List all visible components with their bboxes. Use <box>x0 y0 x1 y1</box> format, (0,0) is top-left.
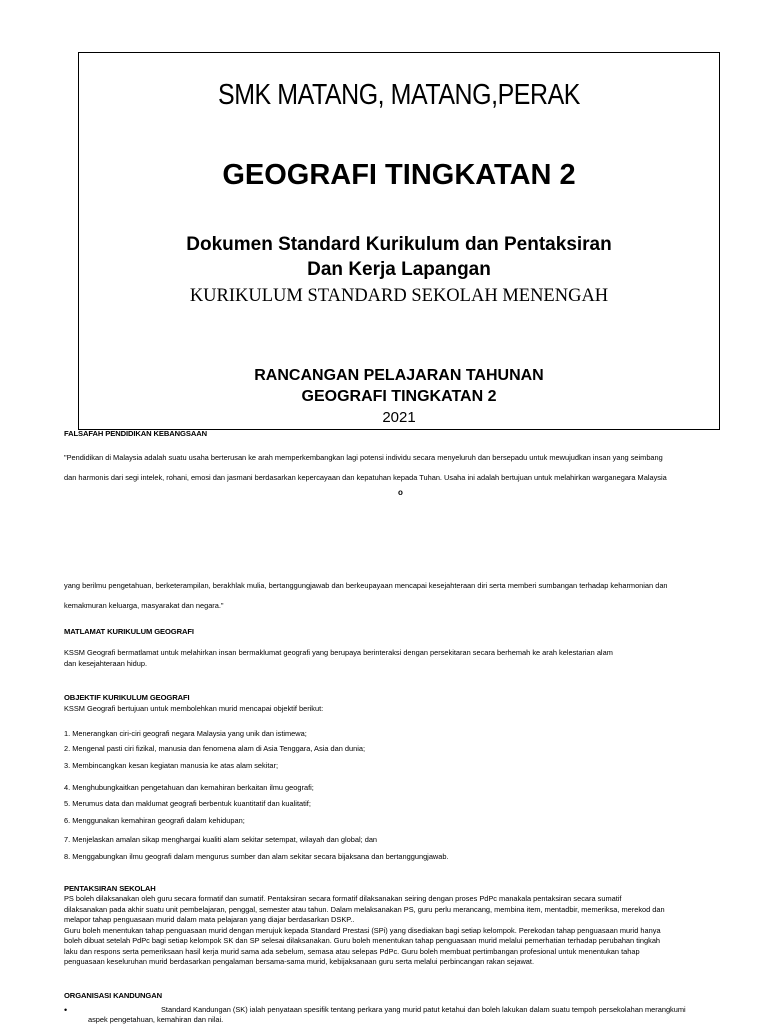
falsafah-text-top <box>64 448 740 488</box>
year: 2021 <box>382 409 416 426</box>
pentaksiran-heading: PENTAKSIRAN SEKOLAH <box>64 884 156 893</box>
objektif-item: 7. Menjelaskan amalan sikap menghargai kualiti alam sekitar setempat, wilayah dan global; dan <box>64 835 378 844</box>
objektif-intro: KSSM Geografi bertujuan untuk membolehkan murid mencapai objektif berikut: <box>64 704 324 713</box>
falsafah-line: dan harmonis dari segi intelek, rohani, emosi dan jasmani berdasarkan kepercayaan dan kepatuhan kepada Tuhan. Usaha ini adalah bertujuan untuk melahirkan warganegara Malaysia <box>64 473 667 482</box>
organisasi-line: aspek pengetahuan, kemahiran dan nilai. <box>88 1015 224 1024</box>
plan-title-line-1: RANCANGAN PELAJARAN TAHUNAN <box>254 367 544 384</box>
objektif-list <box>64 728 740 862</box>
objektif-item: 5. Merumus data dan maklumat geografi berbentuk kuantitatif dan kualitatif; <box>64 799 311 808</box>
pentaksiran-section <box>64 883 740 894</box>
bullet-icon: • <box>64 1005 68 1015</box>
subject-title: GEOGRAFI TINGKATAN 2 <box>222 159 576 191</box>
pentaksiran-line: melapor tahap penguasaan murid dalam mata pelajaran yang diajar berdasarkan DSKP.. <box>64 915 355 924</box>
pentaksiran-line: penguasaan keseluruhan murid berdasarkan pengalaman bersama-sama murid, kebijaksanaan guru serta melalui perbincangan rakan sejawat. <box>64 957 534 966</box>
objektif-item: 2. Mengenal pasti ciri fizikal, manusia dan fenomena alam di Asia Tenggara, Asia dan dunia; <box>64 744 366 753</box>
falsafah-section <box>64 428 740 439</box>
curriculum-title: KURIKULUM STANDARD SEKOLAH MENENGAH <box>189 286 609 306</box>
matlamat-section <box>64 626 740 637</box>
falsafah-text-bottom <box>64 576 740 616</box>
falsafah-line: "Pendidikan di Malaysia adalah suatu usaha berterusan ke arah memperkembangkan lagi potensi individu secara menyeluruh dan bersepadu untuk mewujudkan insan yang seimbang <box>64 453 663 462</box>
plan-title-line-2: GEOGRAFI TINGKATAN 2 <box>301 388 497 405</box>
objektif-section <box>64 692 740 714</box>
falsafah-heading: FALSAFAH PENDIDIKAN KEBANGSAAN <box>64 429 207 438</box>
matlamat-heading: MATLAMAT KURIKULUM GEOGRAFI <box>64 627 194 636</box>
organisasi-heading: ORGANISASI KANDUNGAN <box>64 991 162 1000</box>
matlamat-line: KSSM Geografi bermatlamat untuk melahirkan insan bermaklumat geografi yang berupaya berinteraksi dengan persekitaran secara berhemah ke arah kelestarian alam <box>64 648 613 657</box>
document-title-line-1: Dokumen Standard Kurikulum dan Pentaksiran <box>186 234 612 255</box>
matlamat-text <box>64 647 740 669</box>
pentaksiran-text <box>64 894 740 968</box>
school-name: SMK MATANG, MATANG,PERAK <box>218 79 580 111</box>
organisasi-section <box>64 990 740 1001</box>
falsafah-line: yang berilmu pengetahuan, berketerampilan, berakhlak mulia, bertanggungjawab dan berkeupayaan mencapai kesejahteraan diri serta memberi sumbangan terhadap keharmonian dan <box>64 581 668 590</box>
objektif-item: 6. Menggunakan kemahiran geografi dalam kehidupan; <box>64 816 245 825</box>
cover-box <box>78 52 720 430</box>
pentaksiran-line: dilaksanakan pada akhir suatu unit pembelajaran, penggal, semester atau tahun. Dalam melaksanakan PS, guru perlu merancang, membina item, mentadbir, memeriksa, merekod dan <box>64 904 665 914</box>
document-title-line-2: Dan Kerja Lapangan <box>307 259 491 280</box>
matlamat-line: dan kesejahteraan hidup. <box>64 659 148 668</box>
objektif-item: 3. Membincangkan kesan kegiatan manusia ke atas alam sekitar; <box>64 761 279 770</box>
pentaksiran-line: laku dan respons serta pemeriksaan hasil kerja murid sama ada sebelum, semasa atau selepas PdPc. Guru boleh membuat pertimbangan profesional untuk menentukan tahap <box>64 946 640 956</box>
pentaksiran-line: boleh dibuat setelah PdPc bagi setiap kelompok SK dan SP selesai dilaksanakan. Guru boleh menentukan tahap penguasaan murid melalui pemerhatian terhadap perubahan tingkah <box>64 936 661 945</box>
objektif-item: 4. Menghubungkaitkan pengetahuan dan kemahiran berkaitan ilmu geografi; <box>64 783 314 792</box>
objektif-heading: OBJEKTIF KURIKULUM GEOGRAFI <box>64 693 190 702</box>
objektif-item: 8. Menggabungkan ilmu geografi dalam mengurus sumber dan alam sekitar secara bijaksana dan bertanggungjawab. <box>64 852 449 861</box>
organisasi-line: Standard Kandungan (SK) ialah penyataan spesifik tentang perkara yang murid patut ketahui dan boleh lakukan dalam suatu tempoh persekolahan merangkumi <box>161 1005 686 1014</box>
objektif-item: 1. Menerangkan ciri-ciri geografi negara Malaysia yang unik dan istimewa; <box>64 729 307 738</box>
pentaksiran-line: PS boleh dilaksanakan oleh guru secara formatif dan sumatif. Pentaksiran secara formatif dilaksanakan seiring dengan proses PdPc manakala pentaksiran secara sumatif <box>64 894 622 903</box>
page-marker: o <box>398 488 403 497</box>
falsafah-line: kemakmuran keluarga, masyarakat dan negara." <box>64 601 224 610</box>
pentaksiran-line: Guru boleh menentukan tahap penguasaan murid dengan merujuk kepada Standard Prestasi (SPi) yang disediakan bagi setiap kelompok. Perekodan tahap penguasaan murid hanya <box>64 925 661 935</box>
